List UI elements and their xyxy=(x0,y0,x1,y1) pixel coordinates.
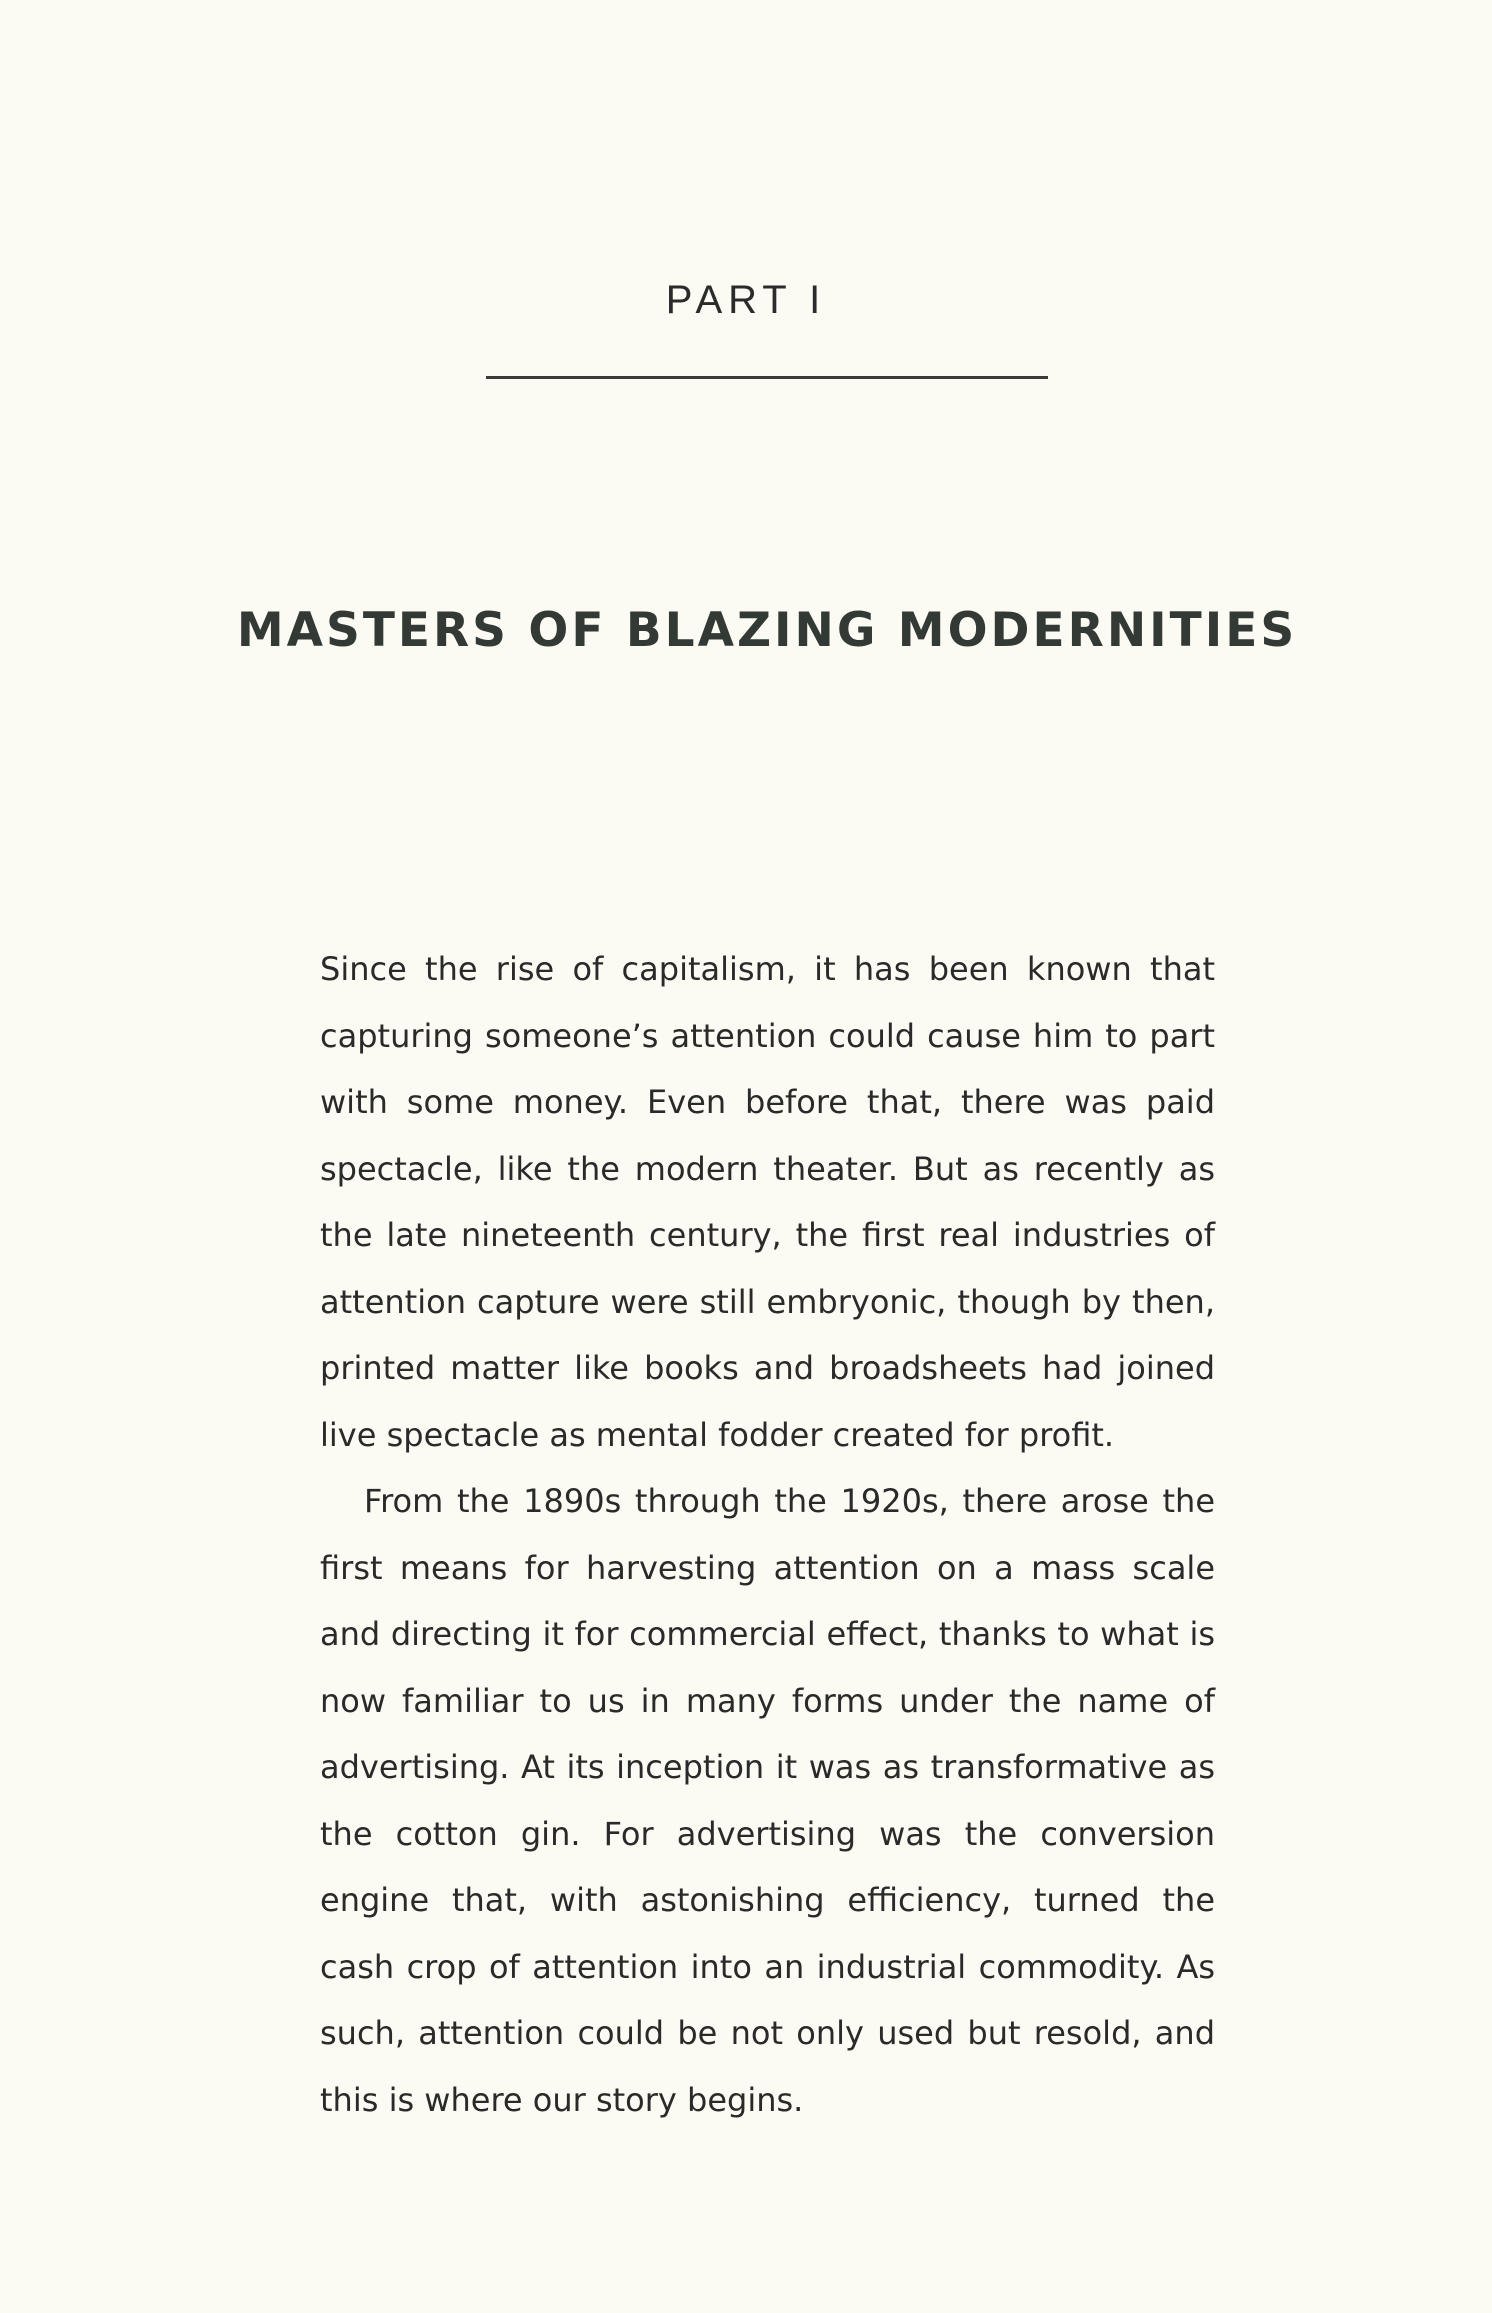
part-title: MASTERS OF BLAZING MODERNITIES xyxy=(236,603,1298,658)
part-divider xyxy=(486,376,1048,379)
paragraph: Since the rise of capitalism, it has been known that capturing someone’s attention could cause him to part with some money. Even before that, there was paid spectacle, like the modern theater. But as recently as the late nineteenth century, the first real industries of attention capture were still embryonic, though by then, printed matter like books and broadsheets had joined live spectacle as mental fodder created for profit. xyxy=(320,950,1215,1454)
part-label: PART I xyxy=(665,278,827,322)
body-text xyxy=(320,936,1215,2133)
paragraph: From the 1890s through the 1920s, there arose the first means for harvesting attention on a mass scale and directing it for commercial effect, thanks to what is now familiar to us in many forms under the name of advertising. At its inception it was as transformative as the cotton gin. For advertising was the conversion engine that, with astonishing efficiency, turned the cash crop of attention into an industrial commodity. As such, attention could be not only used but resold, and this is where our story begins. xyxy=(320,1482,1215,2119)
